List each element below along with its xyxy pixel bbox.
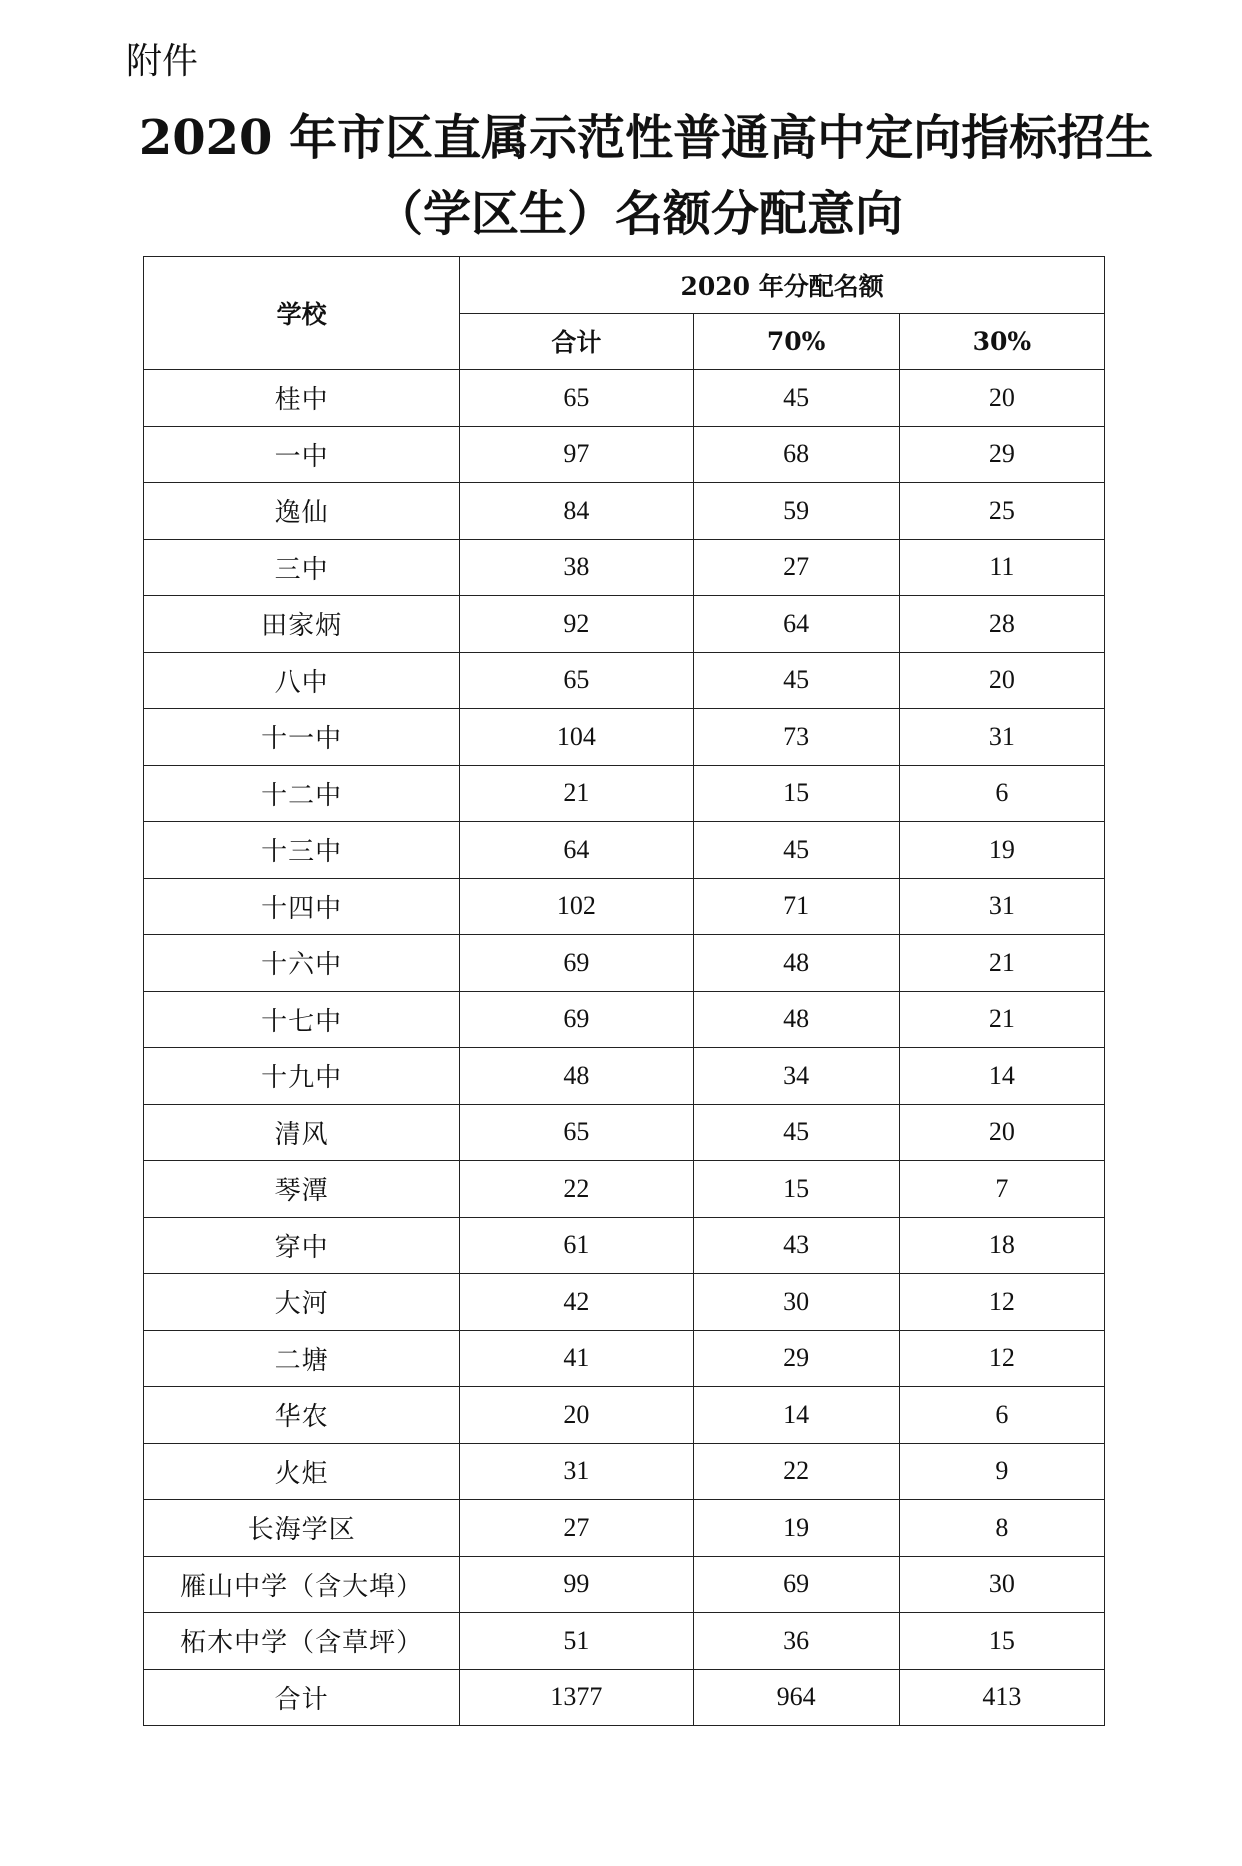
seventy-percent-cell: 48: [693, 935, 899, 992]
thirty-percent-cell: 20: [899, 1104, 1104, 1161]
school-cell: 长海学区: [144, 1500, 460, 1557]
seventy-percent-cell: 68: [693, 426, 899, 483]
total-cell: 69: [460, 991, 693, 1048]
total-cell: 92: [460, 596, 693, 653]
total-cell: 84: [460, 483, 693, 540]
seventy-percent-cell: 19: [693, 1500, 899, 1557]
thirty-percent-cell: 30: [899, 1556, 1104, 1613]
school-cell: 十二中: [144, 765, 460, 822]
school-cell: 十九中: [144, 1048, 460, 1105]
seventy-percent-cell: 15: [693, 765, 899, 822]
table-row: [144, 1387, 1105, 1444]
seventy-percent-cell: 73: [693, 709, 899, 766]
header-allocation-group: 2020 年分配名额: [460, 257, 1105, 314]
school-cell: 雁山中学（含大埠）: [144, 1556, 460, 1613]
school-cell: 十一中: [144, 709, 460, 766]
thirty-percent-cell: 20: [899, 370, 1104, 427]
thirty-percent-cell: 6: [899, 1387, 1104, 1444]
table-row: [144, 1330, 1105, 1387]
school-cell: 十七中: [144, 991, 460, 1048]
school-cell: 田家炳: [144, 596, 460, 653]
seventy-percent-cell: 48: [693, 991, 899, 1048]
thirty-percent-cell: 21: [899, 991, 1104, 1048]
total-cell: 99: [460, 1556, 693, 1613]
table-row: [144, 822, 1105, 879]
thirty-percent-cell: 28: [899, 596, 1104, 653]
school-cell: 穿中: [144, 1217, 460, 1274]
thirty-percent-cell: 15: [899, 1613, 1104, 1670]
seventy-percent-cell: 45: [693, 1104, 899, 1161]
total-cell: 51: [460, 1613, 693, 1670]
total-cell: 20: [460, 1387, 693, 1444]
seventy-percent-cell: 34: [693, 1048, 899, 1105]
seventy-percent-cell: 69: [693, 1556, 899, 1613]
thirty-percent-cell: 413: [899, 1669, 1104, 1726]
thirty-percent-cell: 6: [899, 765, 1104, 822]
total-cell: 69: [460, 935, 693, 992]
total-cell: 22: [460, 1161, 693, 1218]
seventy-percent-cell: 14: [693, 1387, 899, 1444]
school-cell: 华农: [144, 1387, 460, 1444]
total-cell: 42: [460, 1274, 693, 1331]
total-cell: 27: [460, 1500, 693, 1557]
total-cell: 64: [460, 822, 693, 879]
thirty-percent-cell: 9: [899, 1443, 1104, 1500]
table-body: [144, 370, 1105, 1726]
seventy-percent-cell: 45: [693, 370, 899, 427]
seventy-percent-cell: 71: [693, 878, 899, 935]
total-cell: 31: [460, 1443, 693, 1500]
school-cell: 十四中: [144, 878, 460, 935]
thirty-percent-cell: 8: [899, 1500, 1104, 1557]
thirty-percent-cell: 14: [899, 1048, 1104, 1105]
school-cell: 一中: [144, 426, 460, 483]
thirty-percent-cell: 21: [899, 935, 1104, 992]
seventy-percent-cell: 59: [693, 483, 899, 540]
school-cell: 柘木中学（含草坪）: [144, 1613, 460, 1670]
total-cell: 65: [460, 1104, 693, 1161]
total-cell: 61: [460, 1217, 693, 1274]
table-row: [144, 765, 1105, 822]
summary-row: [144, 1669, 1105, 1726]
table-row: [144, 1048, 1105, 1105]
school-cell: 逸仙: [144, 483, 460, 540]
thirty-percent-cell: 18: [899, 1217, 1104, 1274]
table-row: [144, 1443, 1105, 1500]
table-row: [144, 1217, 1105, 1274]
header-30-percent: 30%: [899, 313, 1104, 370]
table-row: [144, 370, 1105, 427]
total-cell: 41: [460, 1330, 693, 1387]
table-row: [144, 1556, 1105, 1613]
thirty-percent-cell: 7: [899, 1161, 1104, 1218]
table-row: [144, 1613, 1105, 1670]
table-row: [144, 596, 1105, 653]
table-row: [144, 483, 1105, 540]
school-cell: 八中: [144, 652, 460, 709]
total-cell: 97: [460, 426, 693, 483]
total-cell: 65: [460, 370, 693, 427]
school-cell: 十六中: [144, 935, 460, 992]
seventy-percent-cell: 45: [693, 822, 899, 879]
school-cell: 二塘: [144, 1330, 460, 1387]
table-row: [144, 1274, 1105, 1331]
school-cell: 合计: [144, 1669, 460, 1726]
seventy-percent-cell: 36: [693, 1613, 899, 1670]
seventy-percent-cell: 29: [693, 1330, 899, 1387]
school-cell: 火炬: [144, 1443, 460, 1500]
total-cell: 1377: [460, 1669, 693, 1726]
document-title-line-2: （学区生）名额分配意向: [374, 186, 903, 242]
table-row: [144, 1500, 1105, 1557]
document-title-line-1: 2020 年市区直属示范性普通高中定向指标招生: [138, 110, 1154, 166]
table-row: [144, 539, 1105, 596]
total-cell: 102: [460, 878, 693, 935]
total-cell: 65: [460, 652, 693, 709]
thirty-percent-cell: 20: [899, 652, 1104, 709]
seventy-percent-cell: 45: [693, 652, 899, 709]
table-row: [144, 878, 1105, 935]
table-row: [144, 935, 1105, 992]
school-cell: 三中: [144, 539, 460, 596]
table-row: [144, 709, 1105, 766]
table-row: [144, 991, 1105, 1048]
school-cell: 桂中: [144, 370, 460, 427]
table-row: [144, 1104, 1105, 1161]
seventy-percent-cell: 30: [693, 1274, 899, 1331]
seventy-percent-cell: 15: [693, 1161, 899, 1218]
total-cell: 21: [460, 765, 693, 822]
total-cell: 48: [460, 1048, 693, 1105]
total-cell: 38: [460, 539, 693, 596]
school-cell: 清风: [144, 1104, 460, 1161]
header-70-percent: 70%: [693, 313, 899, 370]
school-cell: 大河: [144, 1274, 460, 1331]
seventy-percent-cell: 22: [693, 1443, 899, 1500]
table-row: [144, 426, 1105, 483]
table-header: [144, 257, 1105, 370]
attachment-label: 附件: [126, 41, 199, 82]
thirty-percent-cell: 12: [899, 1330, 1104, 1387]
total-cell: 104: [460, 709, 693, 766]
seventy-percent-cell: 64: [693, 596, 899, 653]
thirty-percent-cell: 31: [899, 878, 1104, 935]
thirty-percent-cell: 25: [899, 483, 1104, 540]
school-cell: 琴潭: [144, 1161, 460, 1218]
seventy-percent-cell: 43: [693, 1217, 899, 1274]
school-cell: 十三中: [144, 822, 460, 879]
seventy-percent-cell: 964: [693, 1669, 899, 1726]
seventy-percent-cell: 27: [693, 539, 899, 596]
quota-allocation-table: [143, 256, 1105, 1726]
table-row: [144, 1161, 1105, 1218]
thirty-percent-cell: 29: [899, 426, 1104, 483]
thirty-percent-cell: 11: [899, 539, 1104, 596]
header-total: 合计: [460, 313, 693, 370]
thirty-percent-cell: 31: [899, 709, 1104, 766]
thirty-percent-cell: 12: [899, 1274, 1104, 1331]
thirty-percent-cell: 19: [899, 822, 1104, 879]
header-school: 学校: [144, 257, 460, 370]
table-row: [144, 652, 1105, 709]
